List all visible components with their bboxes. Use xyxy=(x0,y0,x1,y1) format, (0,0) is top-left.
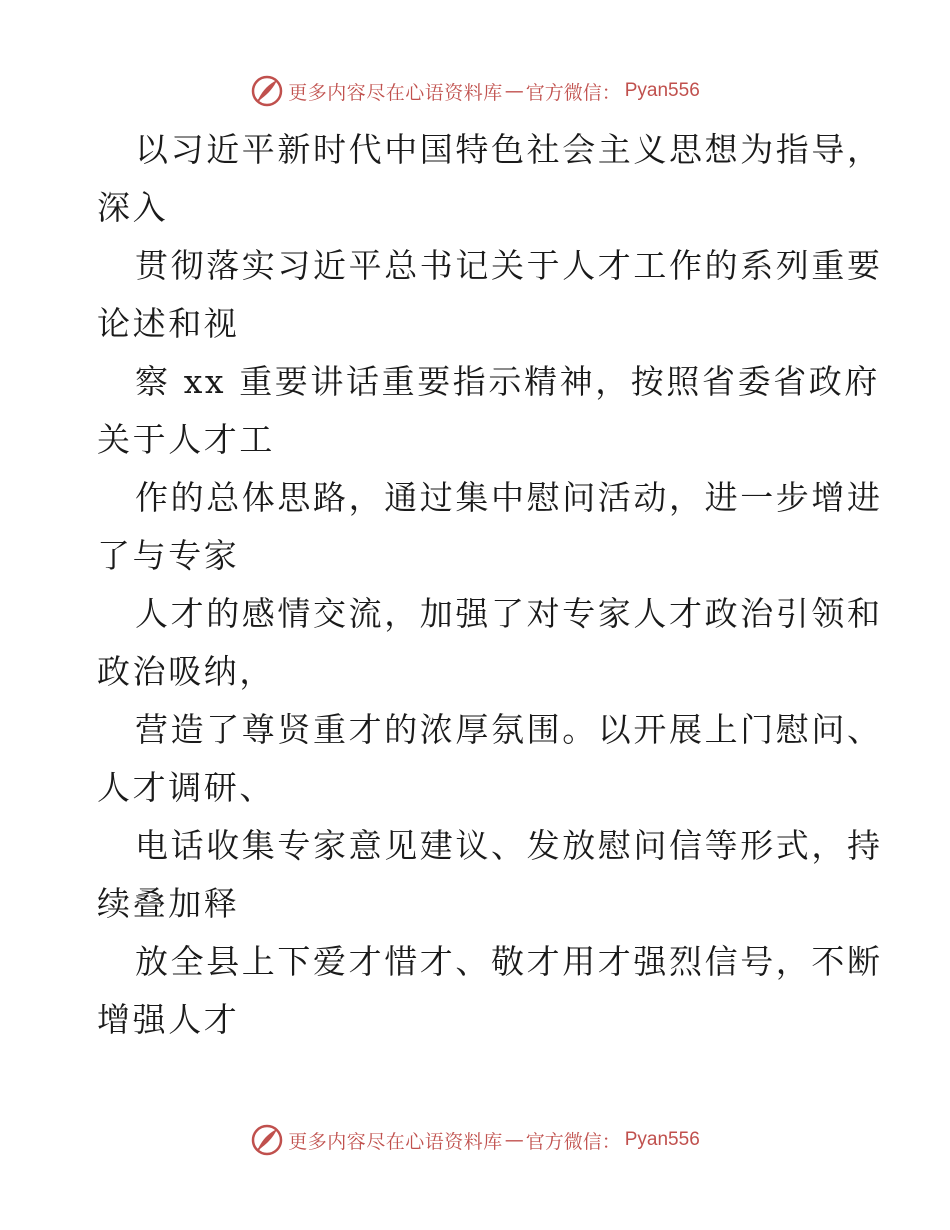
header-banner xyxy=(0,71,950,111)
text-line: 贯彻落实习近平总书记关于人才工作的系列重要 xyxy=(135,246,883,285)
banner-wechat-label: 官方微信： xyxy=(525,81,621,104)
paragraph xyxy=(97,701,883,817)
document-body xyxy=(97,121,883,1049)
text-line: 续叠加释 xyxy=(97,884,240,923)
banner-separator: — xyxy=(504,1129,524,1151)
text-line: 放全县上下爱才惜才、敬才用才强烈信号，不断 xyxy=(135,942,883,981)
text-line: 察 xx 重要讲话重要指示精神，按照省委省政府 xyxy=(135,362,881,401)
paragraph xyxy=(97,353,881,469)
text-line: 人才调研、 xyxy=(97,768,275,807)
paragraph xyxy=(97,121,883,237)
quill-pen-icon xyxy=(250,74,284,108)
text-line: 关于人才工 xyxy=(97,420,275,459)
text-line: 以习近平新时代中国特色社会主义思想为指导， xyxy=(135,130,883,169)
paragraph xyxy=(97,933,883,1049)
text-line: 增强人才 xyxy=(97,1000,240,1039)
text-line: 了与专家 xyxy=(97,536,240,575)
text-line: 深入 xyxy=(97,188,169,227)
paragraph xyxy=(97,817,883,933)
text-line: 论述和视 xyxy=(97,304,240,343)
paragraph xyxy=(97,237,883,353)
text-line: 人才的感情交流，加强了对专家人才政治引领和 xyxy=(135,594,883,633)
footer-banner xyxy=(0,1120,950,1160)
text-line: 电话收集专家意见建议、发放慰问信等形式，持 xyxy=(135,826,883,865)
text-line: 营造了尊贤重才的浓厚氛围。以开展上门慰问、 xyxy=(135,710,883,749)
banner-main-text: 更多内容尽在心语资料库 xyxy=(288,1130,503,1153)
banner-wechat-label: 官方微信： xyxy=(525,1130,621,1153)
banner-separator: — xyxy=(504,80,524,102)
paragraph xyxy=(97,585,883,701)
banner-main-text: 更多内容尽在心语资料库 xyxy=(288,81,503,104)
text-line: 作的总体思路，通过集中慰问活动，进一步增进 xyxy=(135,478,883,517)
banner-wechat-account: Pyan556 xyxy=(624,1129,700,1150)
quill-pen-icon xyxy=(250,1123,284,1157)
paragraph xyxy=(97,469,883,585)
banner-wechat-account: Pyan556 xyxy=(624,80,700,101)
text-line: 政治吸纳， xyxy=(97,652,275,691)
